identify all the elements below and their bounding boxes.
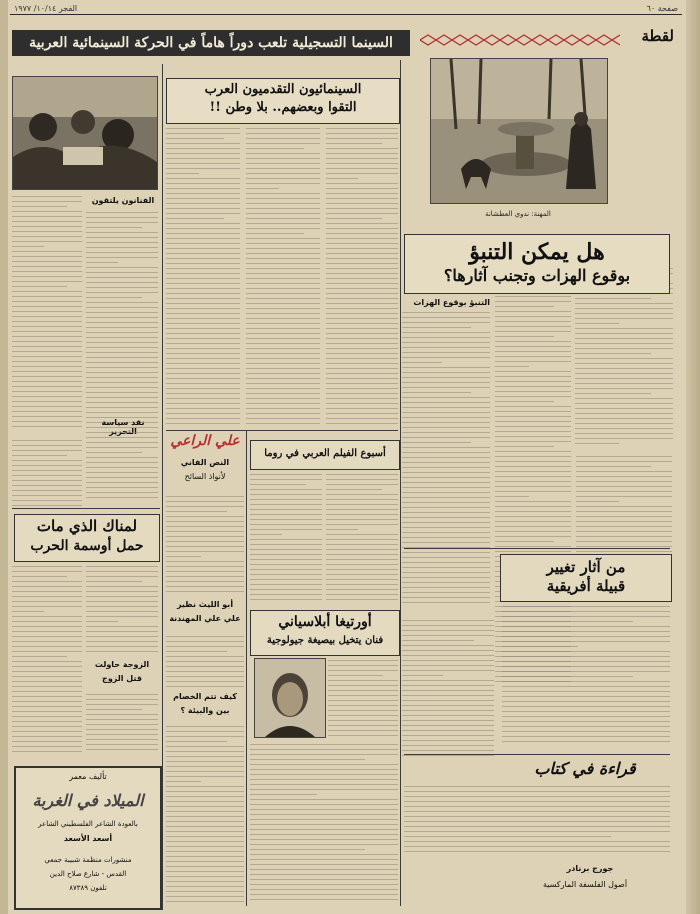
- ad-line-2: أسعد الأسعد: [63, 834, 113, 843]
- ortega-text-1: [328, 660, 398, 740]
- fountain-scene-image: [431, 59, 607, 203]
- tanabu-headline-box: [404, 234, 670, 294]
- ornament-border-icon: [420, 34, 620, 46]
- artists-meet-title: الفنانون يلتقون: [91, 196, 155, 205]
- left-col-1: [86, 212, 158, 432]
- prize-text: [166, 636, 244, 692]
- martyrs-text-2: [12, 566, 82, 756]
- ali-column-header: [166, 432, 244, 492]
- ad-title: الميلاد في الغربة: [32, 791, 144, 810]
- small-text-2: [86, 694, 158, 754]
- lakta-text-column: [575, 268, 673, 452]
- middle-right-text: [402, 620, 494, 760]
- tanabu-headline-1: هل يمكن التنبؤ: [469, 239, 605, 265]
- ad-line-3: منشورات منظمة شبيبة جمعي: [44, 856, 132, 864]
- ad-line-1: بالعودة الشاعر الفلسطيني الشاعر: [38, 820, 138, 828]
- cinema-col-1: [326, 128, 398, 428]
- festival-headline: أسبوع الفيلم العربي في روما: [264, 448, 386, 459]
- top-banner: [12, 30, 410, 56]
- column-rule-3: [246, 430, 247, 906]
- tanabu-headline-2: بوقوع الهزات وتجنب آثارها؟: [443, 266, 631, 285]
- lakta-header: [420, 28, 676, 50]
- prize-box: [166, 600, 244, 632]
- cinema-headline-box: [166, 78, 400, 124]
- ortega-photo: [254, 658, 326, 738]
- page-left-edge: [0, 0, 8, 914]
- lakta-photo: [430, 58, 608, 204]
- tanabu-col-3: [576, 456, 672, 556]
- portrait-image: [255, 659, 325, 737]
- ali-subtitle-1: النص الفاني: [180, 458, 230, 467]
- horizontal-rule-3: [404, 754, 670, 755]
- left-col-3: [86, 432, 158, 502]
- ali-text: [166, 496, 244, 596]
- tanabu-subhead: التنبؤ بوقوع الهزات: [413, 298, 490, 307]
- ortega-headline-2: فنان يتخيل بيصيغة جيولوجية: [266, 635, 384, 646]
- lakta-caption: المهنة: ندوي العطشانة: [485, 210, 551, 218]
- issue-info: الفجر ١٠/١٤/ ١٩٧٧: [14, 4, 78, 13]
- small-title-box-1: [86, 660, 158, 690]
- cinema-headline-2: التقوا وبعضهم.. بلا وطن !!: [209, 100, 357, 115]
- festival-headline-box: [250, 440, 400, 470]
- ad-line-4: القدس - شارع صلاح الدين: [49, 870, 127, 878]
- prize-title-2: علي علي المهندنة: [169, 614, 241, 623]
- reading-author: جورج برنادر: [566, 864, 614, 873]
- cinema-col-2: [246, 128, 320, 428]
- reading-book: أصول الفلسفة الماركسية: [542, 880, 628, 889]
- reading-text: [404, 786, 670, 856]
- left-col-4: [12, 440, 82, 510]
- reading-headline: قراءة في كتاب: [534, 759, 636, 778]
- cinema-col-3: [166, 128, 240, 428]
- tribes-headline-2: قبيلة أفريقية: [546, 577, 626, 595]
- small-text-1: [166, 726, 244, 906]
- tribes-headline-1: من آثار تغيير: [546, 558, 626, 576]
- small-title-1: الزوجة حاولت: [94, 660, 150, 669]
- cinema-headline-1: السينمائيون التقدميون العرب: [204, 82, 362, 97]
- tribes-text: [502, 606, 670, 746]
- left-col-2: [12, 196, 82, 436]
- reading-header: [500, 758, 670, 782]
- lakta-title: لقطة: [641, 27, 674, 45]
- ortega-headline-1: أورتيغا أبلاسياني: [278, 614, 372, 630]
- ad-line-5: تلفون ٨٧٣٨٩: [69, 884, 107, 892]
- prize-title-1: أبو الليث نظير: [176, 600, 234, 609]
- tanabu-col-2: [402, 312, 490, 612]
- editorial-criticism-title: نقد سياسة: [101, 418, 145, 427]
- top-rule: [10, 14, 682, 15]
- crowd-scene-image: [13, 77, 157, 189]
- festival-col-2: [250, 474, 322, 604]
- small-title-2: قتل الزوج: [102, 674, 142, 683]
- ad-intro: تأليف معمر: [69, 772, 107, 781]
- page-label: صفحة ٦٠: [646, 4, 678, 13]
- top-banner-headline: السينما التسجيلية تلعب دوراً هاماً في الحركة السينمائية العربية: [29, 35, 393, 51]
- festival-col-1: [326, 474, 398, 604]
- horizontal-rule-1: [166, 430, 398, 431]
- ali-subtitle-2: لأنواذ السائح: [184, 472, 226, 481]
- ortega-headline-box: [250, 610, 400, 656]
- small-title-4: بين والبيئة ؟: [180, 706, 230, 715]
- horizontal-rule-4: [12, 508, 160, 509]
- small-title-box-2: [166, 692, 244, 722]
- small-title-3: كيف تتم الخصام: [173, 692, 237, 701]
- column-rule-1: [162, 64, 163, 910]
- ali-title: علي الراعي: [170, 433, 240, 449]
- ortega-text-2: [250, 744, 398, 904]
- left-top-photo: [12, 76, 158, 190]
- column-rule-2: [400, 60, 401, 906]
- martyrs-headline-box: [14, 514, 160, 562]
- tribes-headline-box: [500, 554, 672, 602]
- page-binding-edge: [686, 0, 700, 914]
- martyrs-headline-2: حمل أوسمة الحرب: [30, 538, 144, 554]
- martyrs-text-1: [86, 566, 158, 656]
- book-ad-box: [14, 766, 162, 910]
- martyrs-headline-1: لمناك الذي مات: [36, 517, 138, 535]
- horizontal-rule-2: [404, 548, 670, 549]
